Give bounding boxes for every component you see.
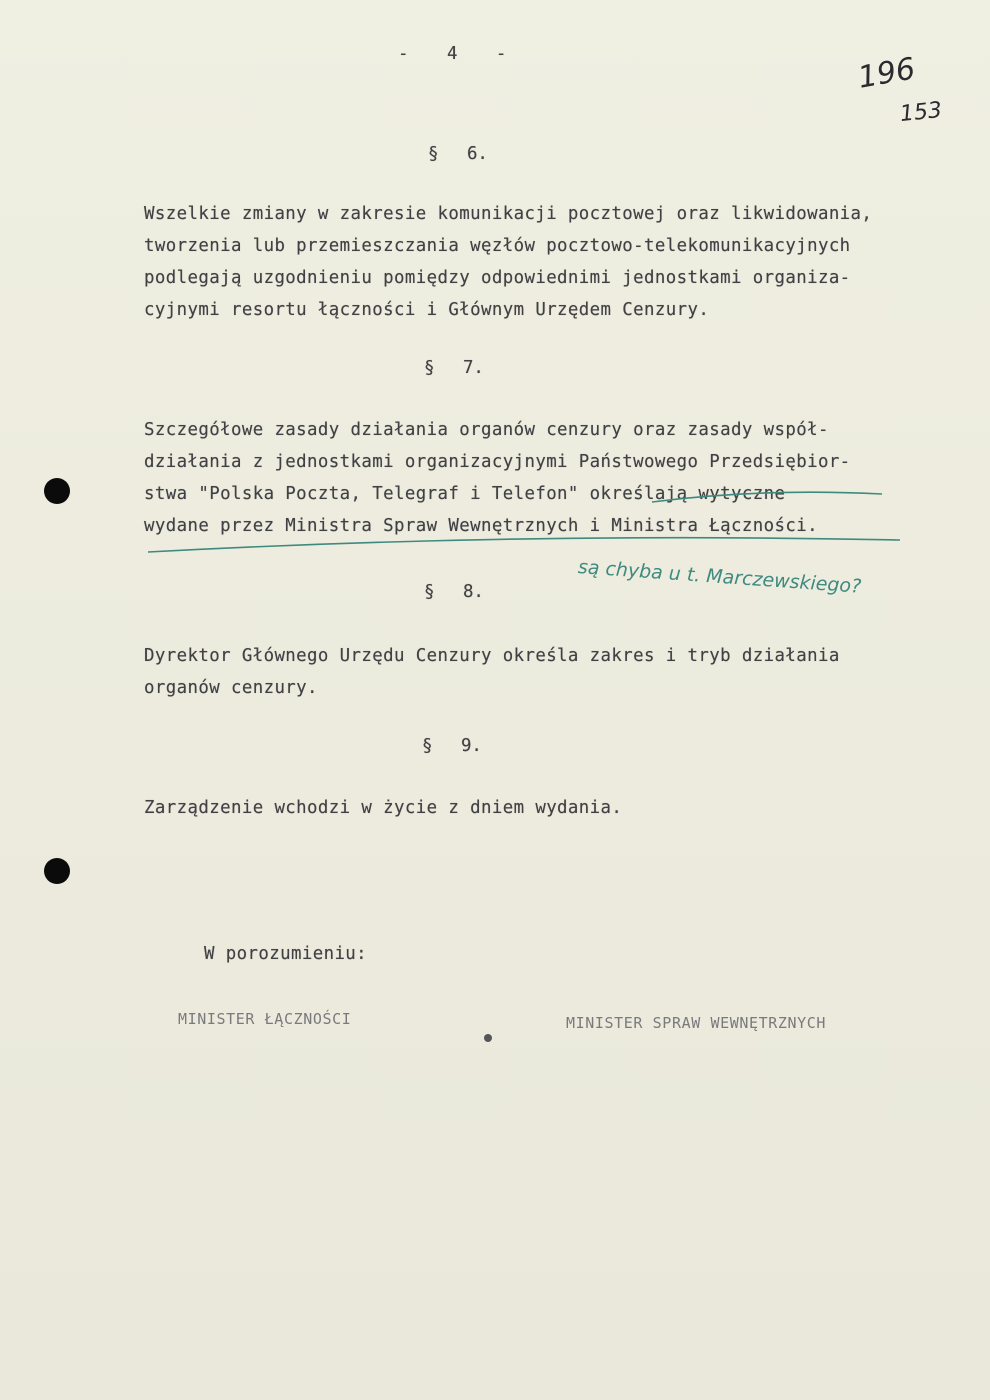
section-7-line: stwa "Polska Poczta, Telegraf i Telefon" określają wytyczne	[144, 484, 786, 504]
section-9-heading: § 9.	[422, 736, 482, 756]
section-8-line: organów cenzury.	[144, 678, 318, 698]
section-9-line: Zarządzenie wchodzi w życie z dniem wydania.	[144, 798, 623, 818]
agreement-text: W porozumieniu:	[204, 944, 368, 964]
handwritten-note: są chyba u t. Marczewskiego?	[577, 556, 862, 598]
section-7-line: wydane przez Ministra Spraw Wewnętrznych i Ministra Łączności.	[144, 516, 818, 536]
section-7-heading: § 7.	[424, 358, 484, 378]
section-6-line: Wszelkie zmiany w zakresie komunikacji pocztowej oraz likwidowania,	[144, 204, 873, 224]
archive-number-bottom: 153	[898, 97, 944, 128]
handwritten-underline	[0, 0, 990, 600]
section-8-heading: § 8.	[424, 582, 484, 602]
page-number: - 4 -	[398, 44, 521, 64]
section-6-heading: § 6.	[428, 144, 488, 164]
signatory-right: MINISTER SPRAW WEWNĘTRZNYCH	[566, 1014, 827, 1032]
signatory-left: MINISTER ŁĄCZNOŚCI	[178, 1010, 352, 1028]
ink-dot	[484, 1034, 492, 1042]
section-6-line: tworzenia lub przemieszczania węzłów pocztowo-telekomunikacyjnych	[144, 236, 851, 256]
archive-number-top: 196	[855, 51, 918, 96]
punch-hole	[44, 478, 70, 504]
section-8-line: Dyrektor Głównego Urzędu Cenzury określa zakres i tryb działania	[144, 646, 840, 666]
punch-hole	[44, 858, 70, 884]
section-7-line: Szczegółowe zasady działania organów cenzury oraz zasady współ-	[144, 420, 829, 440]
section-7-line: działania z jednostkami organizacyjnymi Państwowego Przedsiębior-	[144, 452, 851, 472]
section-6-line: cyjnymi resortu łączności i Głównym Urzędem Cenzury.	[144, 300, 710, 320]
section-6-line: podlegają uzgodnieniu pomiędzy odpowiednimi jednostkami organiza-	[144, 268, 851, 288]
